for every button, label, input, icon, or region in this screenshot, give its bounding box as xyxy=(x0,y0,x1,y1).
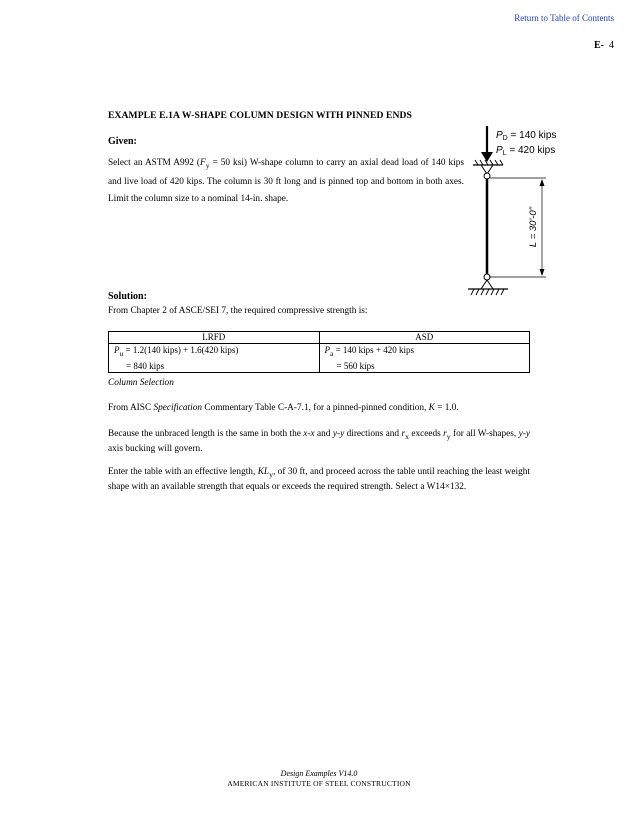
lrfd-cell xyxy=(109,344,320,373)
solution-intro: From Chapter 2 of ASCE/SEI 7, the required compressive strength is: xyxy=(108,306,368,316)
asd-equation: = 140 kips + 420 kips xyxy=(333,345,415,355)
pl-label: $P_L = 420$ kips xyxy=(496,145,556,157)
ry-symbol: r xyxy=(443,429,447,439)
solution-heading: Solution: xyxy=(108,291,147,302)
pd-label: $P_D = 140$ kips xyxy=(496,130,557,142)
load-arrow xyxy=(481,126,493,162)
paragraph-enter-table: Enter the table with an effective length, $KL_y$, of 30 ft, and proceed across the table until reaching the least weight shape with an available strength that equals or exceeds the required strength. Select a W14×132. xyxy=(108,467,530,492)
asd-line1 xyxy=(324,345,415,358)
given-paragraph xyxy=(108,155,464,208)
k-symbol: K xyxy=(428,403,435,413)
lrfd-asd-table xyxy=(108,331,530,373)
example-title: EXAMPLE E.1A W-SHAPE COLUMN DESIGN WITH PINNED ENDS xyxy=(108,110,412,121)
paragraph-unbraced-length: Because the unbraced length is the same in both the x-x and y-y directions and $r_x$ exceeds $r_y$ for all W-shapes, y-y axis bucking will govern. xyxy=(108,429,530,454)
rx-symbol: r xyxy=(401,429,406,439)
pu-subscript: u xyxy=(119,348,124,358)
pu-symbol: P xyxy=(114,345,120,355)
fy-symbol: F xyxy=(200,158,206,168)
column-diagram xyxy=(462,124,592,302)
lrfd-header: LRFD xyxy=(109,332,320,344)
asd-line2: = 560 kips xyxy=(336,360,375,371)
pa-subscript: a xyxy=(330,348,334,358)
asd-cell xyxy=(319,344,530,373)
specification-italic: Specification xyxy=(153,403,203,413)
fy-subscript: y xyxy=(205,160,210,170)
lrfd-line1 xyxy=(114,345,239,358)
paragraph-commentary: From AISC Specification Commentary Table C-A-7.1, for a pinned-pinned condition, K = 1.0. xyxy=(108,403,459,413)
page-prefix: E- xyxy=(594,40,604,51)
lrfd-equation: = 1.2(140 kips) + 1.6(420 kips) xyxy=(123,345,239,355)
top-support xyxy=(473,160,503,179)
asd-header: ASD xyxy=(319,332,530,344)
footer-title: Design Examples V14.0 xyxy=(280,769,358,778)
pa-symbol: P xyxy=(324,345,330,355)
kl-symbol: KL xyxy=(257,467,270,477)
page-number-value: 4 xyxy=(609,40,614,51)
page-number xyxy=(520,40,614,51)
length-label: L = 30'-0" xyxy=(528,206,539,248)
table-header-row xyxy=(109,332,530,344)
given-text-pre: Select an ASTM A992 ( xyxy=(108,158,200,168)
return-to-toc-link[interactable]: Return to Table of Contents xyxy=(514,13,614,23)
lrfd-line2: = 840 kips xyxy=(126,360,165,371)
table-row xyxy=(109,344,530,373)
footer-org: AMERICAN INSTITUTE OF STEEL CONSTRUCTION xyxy=(227,779,411,788)
column-selection-heading: Column Selection xyxy=(108,378,174,388)
given-heading: Given: xyxy=(108,136,137,147)
given-text-post: = 50 ksi) W-shape column to carry an axial dead load of 140 kips and live load of 420 kips. The column is 30 ft long and is pinned top and bottom in both axes. Limit the column size to a nominal 14-in. shape. xyxy=(108,158,464,204)
